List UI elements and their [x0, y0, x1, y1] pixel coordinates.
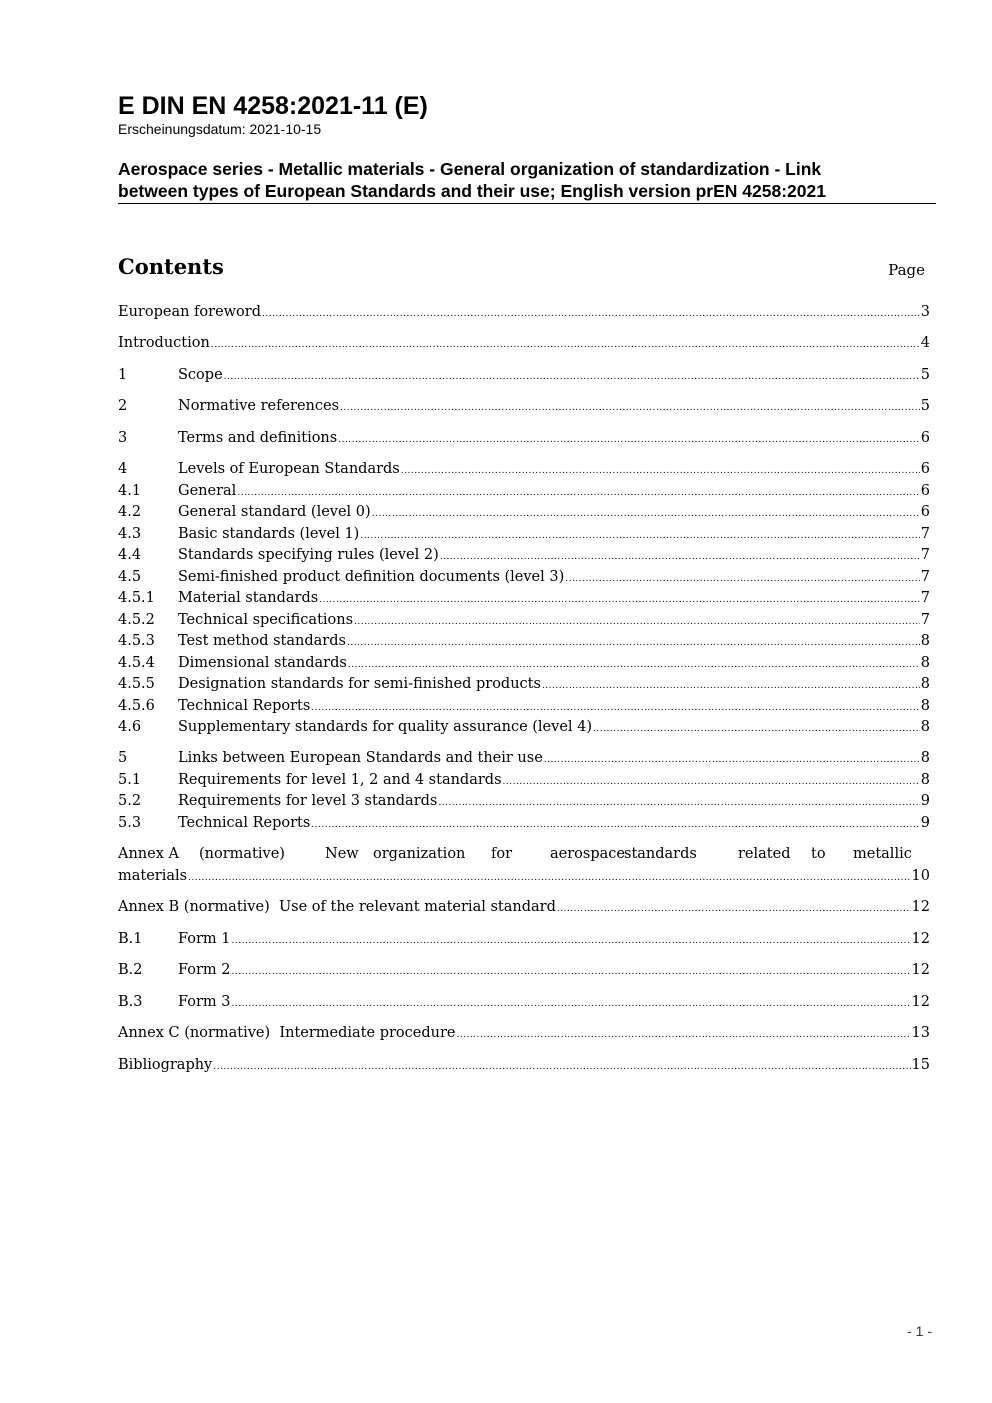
toc-entry-page: 15 [911, 1057, 930, 1073]
toc-entry-page: 6 [920, 461, 930, 477]
toc-entry[interactable] [118, 396, 930, 417]
annex-a-title-word: related [738, 846, 791, 862]
toc-entry-number: 4.5.5 [118, 676, 155, 692]
annex-a-title-word: for [491, 846, 513, 862]
toc-entry-number: B.2 [118, 962, 143, 978]
dot-leader [372, 502, 920, 525]
toc-entry-title: European foreword [118, 304, 262, 320]
dot-leader [311, 813, 919, 836]
toc-entry-number: 4.1 [118, 483, 142, 499]
toc-entry[interactable] [118, 929, 930, 950]
toc-entry-title: Requirements for level 1, 2 and 4 standards [178, 772, 502, 788]
toc-entry-page: 7 [920, 590, 930, 606]
dot-leader [340, 396, 920, 419]
dot-leader [319, 588, 920, 611]
toc-entry-page: 10 [911, 868, 930, 884]
page-column-heading: Page [888, 261, 925, 279]
annex-a-title-word: organization [373, 846, 466, 862]
dot-leader [311, 696, 919, 719]
toc-entry-page: 7 [920, 547, 930, 563]
toc-entry-number: 4.3 [118, 526, 142, 542]
toc-entry[interactable] [118, 524, 930, 545]
dot-leader [232, 960, 911, 983]
dot-leader [338, 428, 920, 451]
dot-leader [440, 545, 920, 568]
toc-entry-title: Levels of European Standards [178, 461, 400, 477]
toc-entry[interactable] [118, 333, 930, 354]
toc-entry[interactable] [118, 459, 930, 480]
toc-entry-title: Test method standards [178, 633, 346, 649]
toc-entry-title: General standard (level 0) [178, 504, 371, 520]
dot-leader [188, 866, 910, 889]
toc-entry-page: 3 [920, 304, 930, 320]
toc-entry[interactable] [118, 696, 930, 717]
toc-entry-page: 7 [920, 612, 930, 628]
toc-entry-number: 4.6 [118, 719, 142, 735]
toc-entry-page: 4 [920, 335, 930, 351]
toc-entry-page: 9 [920, 793, 930, 809]
toc-entry-page: 7 [920, 569, 930, 585]
toc-entry[interactable] [118, 302, 930, 323]
toc-entry[interactable] [118, 770, 930, 791]
toc-entry-page: 6 [920, 483, 930, 499]
toc-entry-number: 4.2 [118, 504, 142, 520]
toc-entry-title: Technical Reports [178, 815, 311, 831]
toc-entry-number: 2 [118, 398, 128, 414]
toc-entry-title: materials [118, 868, 188, 884]
document-title: E DIN EN 4258:2021-11 (E) [118, 92, 428, 120]
toc-entry-page: 12 [911, 931, 930, 947]
dot-leader [211, 333, 920, 356]
toc-entry-number: 5 [118, 750, 128, 766]
toc-entry-page: 8 [920, 655, 930, 671]
toc-entry-title: Basic standards (level 1) [178, 526, 360, 542]
toc-entry-title: Annex C (normative) Intermediate procedure [118, 1025, 456, 1041]
toc-entry-number: 4 [118, 461, 128, 477]
toc-entry-number: B.1 [118, 931, 143, 947]
toc-entry-page: 8 [920, 750, 930, 766]
toc-entry[interactable] [118, 1023, 930, 1044]
toc-entry-number: 4.4 [118, 547, 142, 563]
toc-entry-page: 8 [920, 676, 930, 692]
toc-entry-number: 5.1 [118, 772, 142, 788]
toc-entry-number: 4.5 [118, 569, 142, 585]
toc-entry-page: 7 [920, 526, 930, 542]
toc-entry-title: Material standards [178, 590, 319, 606]
toc-entry-title: Introduction [118, 335, 210, 351]
annex-a-title-word: (normative) [199, 846, 285, 862]
dot-leader [354, 610, 920, 633]
dot-leader [557, 897, 911, 920]
publication-date: Erscheinungsdatum: 2021-10-15 [118, 121, 322, 137]
toc-entry-title: Dimensional standards [178, 655, 347, 671]
toc-entry[interactable] [118, 502, 930, 523]
dot-leader [224, 365, 920, 388]
dot-leader [456, 1023, 910, 1046]
toc-entry-title: Technical Reports [178, 698, 311, 714]
toc-entry-number: 4.5.1 [118, 590, 155, 606]
dot-leader [593, 717, 920, 740]
toc-entry[interactable] [118, 674, 930, 695]
subtitle-line-2: between types of European Standards and their use; English version prEN 4258:2021 [118, 181, 826, 201]
toc-entry-title: Normative references [178, 398, 340, 414]
toc-entry[interactable] [118, 365, 930, 386]
toc-entry-title: Form 2 [178, 962, 231, 978]
toc-entry-number: B.3 [118, 994, 143, 1010]
toc-entry-title: General [178, 483, 237, 499]
toc-entry-title: Scope [178, 367, 223, 383]
dot-leader [348, 653, 920, 676]
toc-entry[interactable] [118, 545, 930, 566]
toc-entry-page: 12 [911, 962, 930, 978]
toc-entry-number: 3 [118, 430, 128, 446]
toc-entry-number: 5.3 [118, 815, 142, 831]
toc-entry-number: 4.5.6 [118, 698, 155, 714]
toc-entry-title: Form 1 [178, 931, 231, 947]
toc-entry-annex-a-continued[interactable] [118, 866, 930, 887]
dot-leader [503, 770, 920, 793]
toc-entry[interactable] [118, 428, 930, 449]
annex-a-title-word: to [811, 846, 826, 862]
toc-entry-page: 5 [920, 367, 930, 383]
dot-leader [542, 674, 920, 697]
toc-entry[interactable] [118, 1055, 930, 1076]
toc-entry-number: 4.5.4 [118, 655, 155, 671]
toc-entry-number: 5.2 [118, 793, 142, 809]
toc-entry[interactable] [118, 992, 930, 1013]
toc-entry-page: 8 [920, 633, 930, 649]
page-number: - 1 - [907, 1323, 932, 1339]
toc-entry-page: 8 [920, 719, 930, 735]
toc-entry-page: 13 [911, 1025, 930, 1041]
toc-entry-page: 8 [920, 698, 930, 714]
toc-entry[interactable] [118, 588, 930, 609]
toc-entry[interactable] [118, 960, 930, 981]
toc-entry-title: Standards specifying rules (level 2) [178, 547, 439, 563]
toc-entry-title: Semi-finished product definition documents (level 3) [178, 569, 565, 585]
annex-a-title-word: metallic [853, 846, 912, 862]
toc-entry[interactable] [118, 791, 930, 812]
toc-entry-title: Annex B (normative) Use of the relevant material standard [118, 899, 556, 915]
dot-leader [262, 302, 920, 325]
document-subtitle [118, 158, 936, 204]
dot-leader [565, 567, 919, 590]
annex-a-title-word: aerospace [550, 846, 625, 862]
dot-leader [232, 992, 911, 1015]
toc-entry-page: 12 [911, 994, 930, 1010]
toc-entry-page: 9 [920, 815, 930, 831]
dot-leader [360, 524, 919, 547]
toc-entry-title: Terms and definitions [178, 430, 338, 446]
toc-entry-page: 12 [911, 899, 930, 915]
toc-entry-annex-a[interactable] [118, 844, 930, 865]
toc-entry-title: Form 3 [178, 994, 231, 1010]
toc-entry[interactable] [118, 481, 930, 502]
toc-entry[interactable] [118, 610, 930, 631]
dot-leader [401, 459, 920, 482]
toc-entry[interactable] [118, 717, 930, 738]
toc-entry[interactable] [118, 748, 930, 769]
dot-leader [237, 481, 919, 504]
toc-entry-number: 4.5.2 [118, 612, 155, 628]
toc-entry-title: Designation standards for semi-finished products [178, 676, 541, 692]
toc-entry-page: 6 [920, 504, 930, 520]
toc-entry-page: 5 [920, 398, 930, 414]
subtitle-line-1: Aerospace series - Metallic materials - General organization of standardization - Link [118, 159, 822, 179]
toc-entry-number: 4.5.3 [118, 633, 155, 649]
contents-heading: Contents [118, 254, 224, 279]
toc-entry-title: Requirements for level 3 standards [178, 793, 438, 809]
toc-entry-page: 8 [920, 772, 930, 788]
toc-entry-title: Bibliography [118, 1057, 213, 1073]
toc-entry-number: 1 [118, 367, 128, 383]
toc-entry-title: Technical specifications [178, 612, 354, 628]
dot-leader [544, 748, 920, 771]
annex-a-title-word: Annex A [118, 846, 179, 862]
dot-leader [213, 1055, 910, 1078]
toc-entry[interactable] [118, 653, 930, 674]
toc-entry-title: Supplementary standards for quality assurance (level 4) [178, 719, 593, 735]
annex-a-title-word: New [325, 846, 359, 862]
toc-entry[interactable] [118, 813, 930, 834]
toc-entry[interactable] [118, 567, 930, 588]
toc-entry-page: 6 [920, 430, 930, 446]
dot-leader [347, 631, 920, 654]
dot-leader [438, 791, 919, 814]
toc-entry[interactable] [118, 897, 930, 918]
toc-entry[interactable] [118, 631, 930, 652]
dot-leader [232, 929, 911, 952]
toc-entry-title: Links between European Standards and their use [178, 750, 543, 766]
annex-a-title-word: standards [624, 846, 697, 862]
